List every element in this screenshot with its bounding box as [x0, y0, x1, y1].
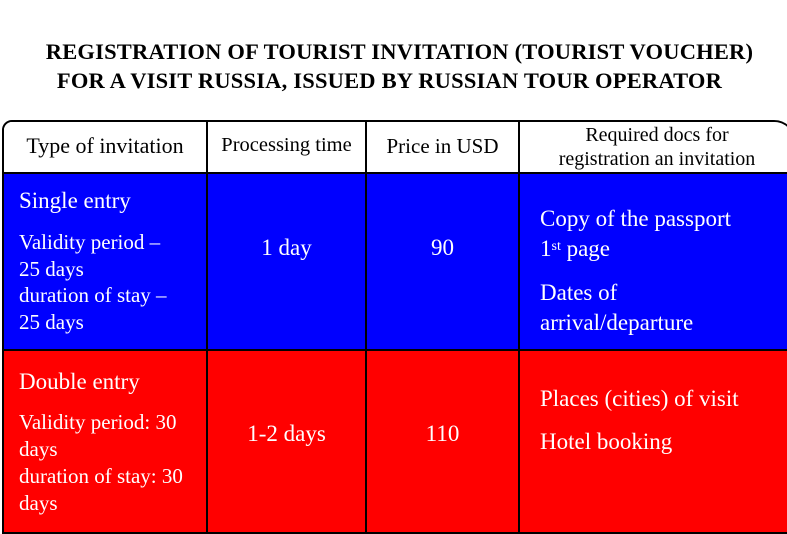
docs-single-item-3-line-1: Dates of: [540, 280, 618, 305]
header-processing-label: Processing time: [221, 134, 352, 156]
cell-processing-double: [208, 351, 367, 532]
docs-double-item-2: Hotel booking: [540, 429, 673, 454]
header-cell-price: [367, 122, 520, 172]
validity-single-line-1: Validity period –: [19, 230, 161, 254]
stay-double-line-2: days: [19, 490, 58, 515]
processing-double: 1-2 days: [247, 421, 326, 446]
validity-single: [19, 229, 160, 282]
processing-single: 1 day: [261, 235, 312, 260]
row-type-single: Single entry: [19, 188, 131, 213]
price-double: 110: [425, 421, 460, 446]
cell-price-single: [367, 174, 520, 349]
stay-double: [19, 463, 183, 516]
header-docs-line-2: registration an invitation: [558, 148, 756, 170]
table-row-double-entry: [4, 351, 787, 532]
docs-double-item-1: Places (cities) of visit: [540, 386, 739, 411]
header-cell-type: [4, 122, 208, 172]
docs-item2-suffix: page: [560, 236, 611, 261]
header-type-label: Type of invitation: [26, 133, 184, 158]
stay-double-line-1: duration of stay: 30: [19, 464, 183, 488]
docs-item2-sup: st: [551, 239, 561, 254]
cell-type-double: [4, 351, 208, 532]
header-docs-line-1: Required docs for: [585, 124, 729, 146]
docs-single-item-2: [540, 234, 610, 264]
cell-docs-double: [520, 351, 787, 532]
stay-single: [19, 282, 167, 335]
docs-single-item-3: [540, 278, 693, 338]
validity-double: [19, 409, 176, 462]
cell-type-single: [4, 174, 208, 349]
validity-single-line-2: 25 days: [19, 256, 84, 281]
validity-double-line-1: Validity period: 30: [19, 410, 177, 434]
cell-docs-single: [520, 174, 787, 349]
stay-single-line-2: 25 days: [19, 309, 84, 334]
invitation-table: [2, 120, 787, 534]
price-single: 90: [431, 235, 454, 260]
header-docs-label: [520, 123, 787, 171]
row-type-double: Double entry: [19, 369, 140, 394]
cell-processing-single: [208, 174, 367, 349]
header-cell-processing: [208, 122, 367, 172]
page-title-line-1: REGISTRATION OF TOURIST INVITATION (TOURIST VOUCHER): [45, 39, 754, 64]
page-title-line-2: FOR A VISIT RUSSIA, ISSUED BY RUSSIAN TOUR OPERATOR: [56, 68, 723, 93]
stay-single-line-1: duration of stay –: [19, 283, 167, 307]
header-cell-docs: [520, 122, 787, 172]
docs-single-item-3-line-2: arrival/departure: [540, 310, 694, 335]
table-header-row: [4, 122, 787, 174]
docs-single-item-1: Copy of the passport: [540, 206, 732, 231]
table-row-single-entry: [4, 174, 787, 351]
header-price-label: Price in USD: [386, 134, 499, 158]
docs-item2-prefix: 1: [540, 236, 552, 261]
validity-double-line-2: days: [19, 436, 58, 461]
cell-price-double: [367, 351, 520, 532]
